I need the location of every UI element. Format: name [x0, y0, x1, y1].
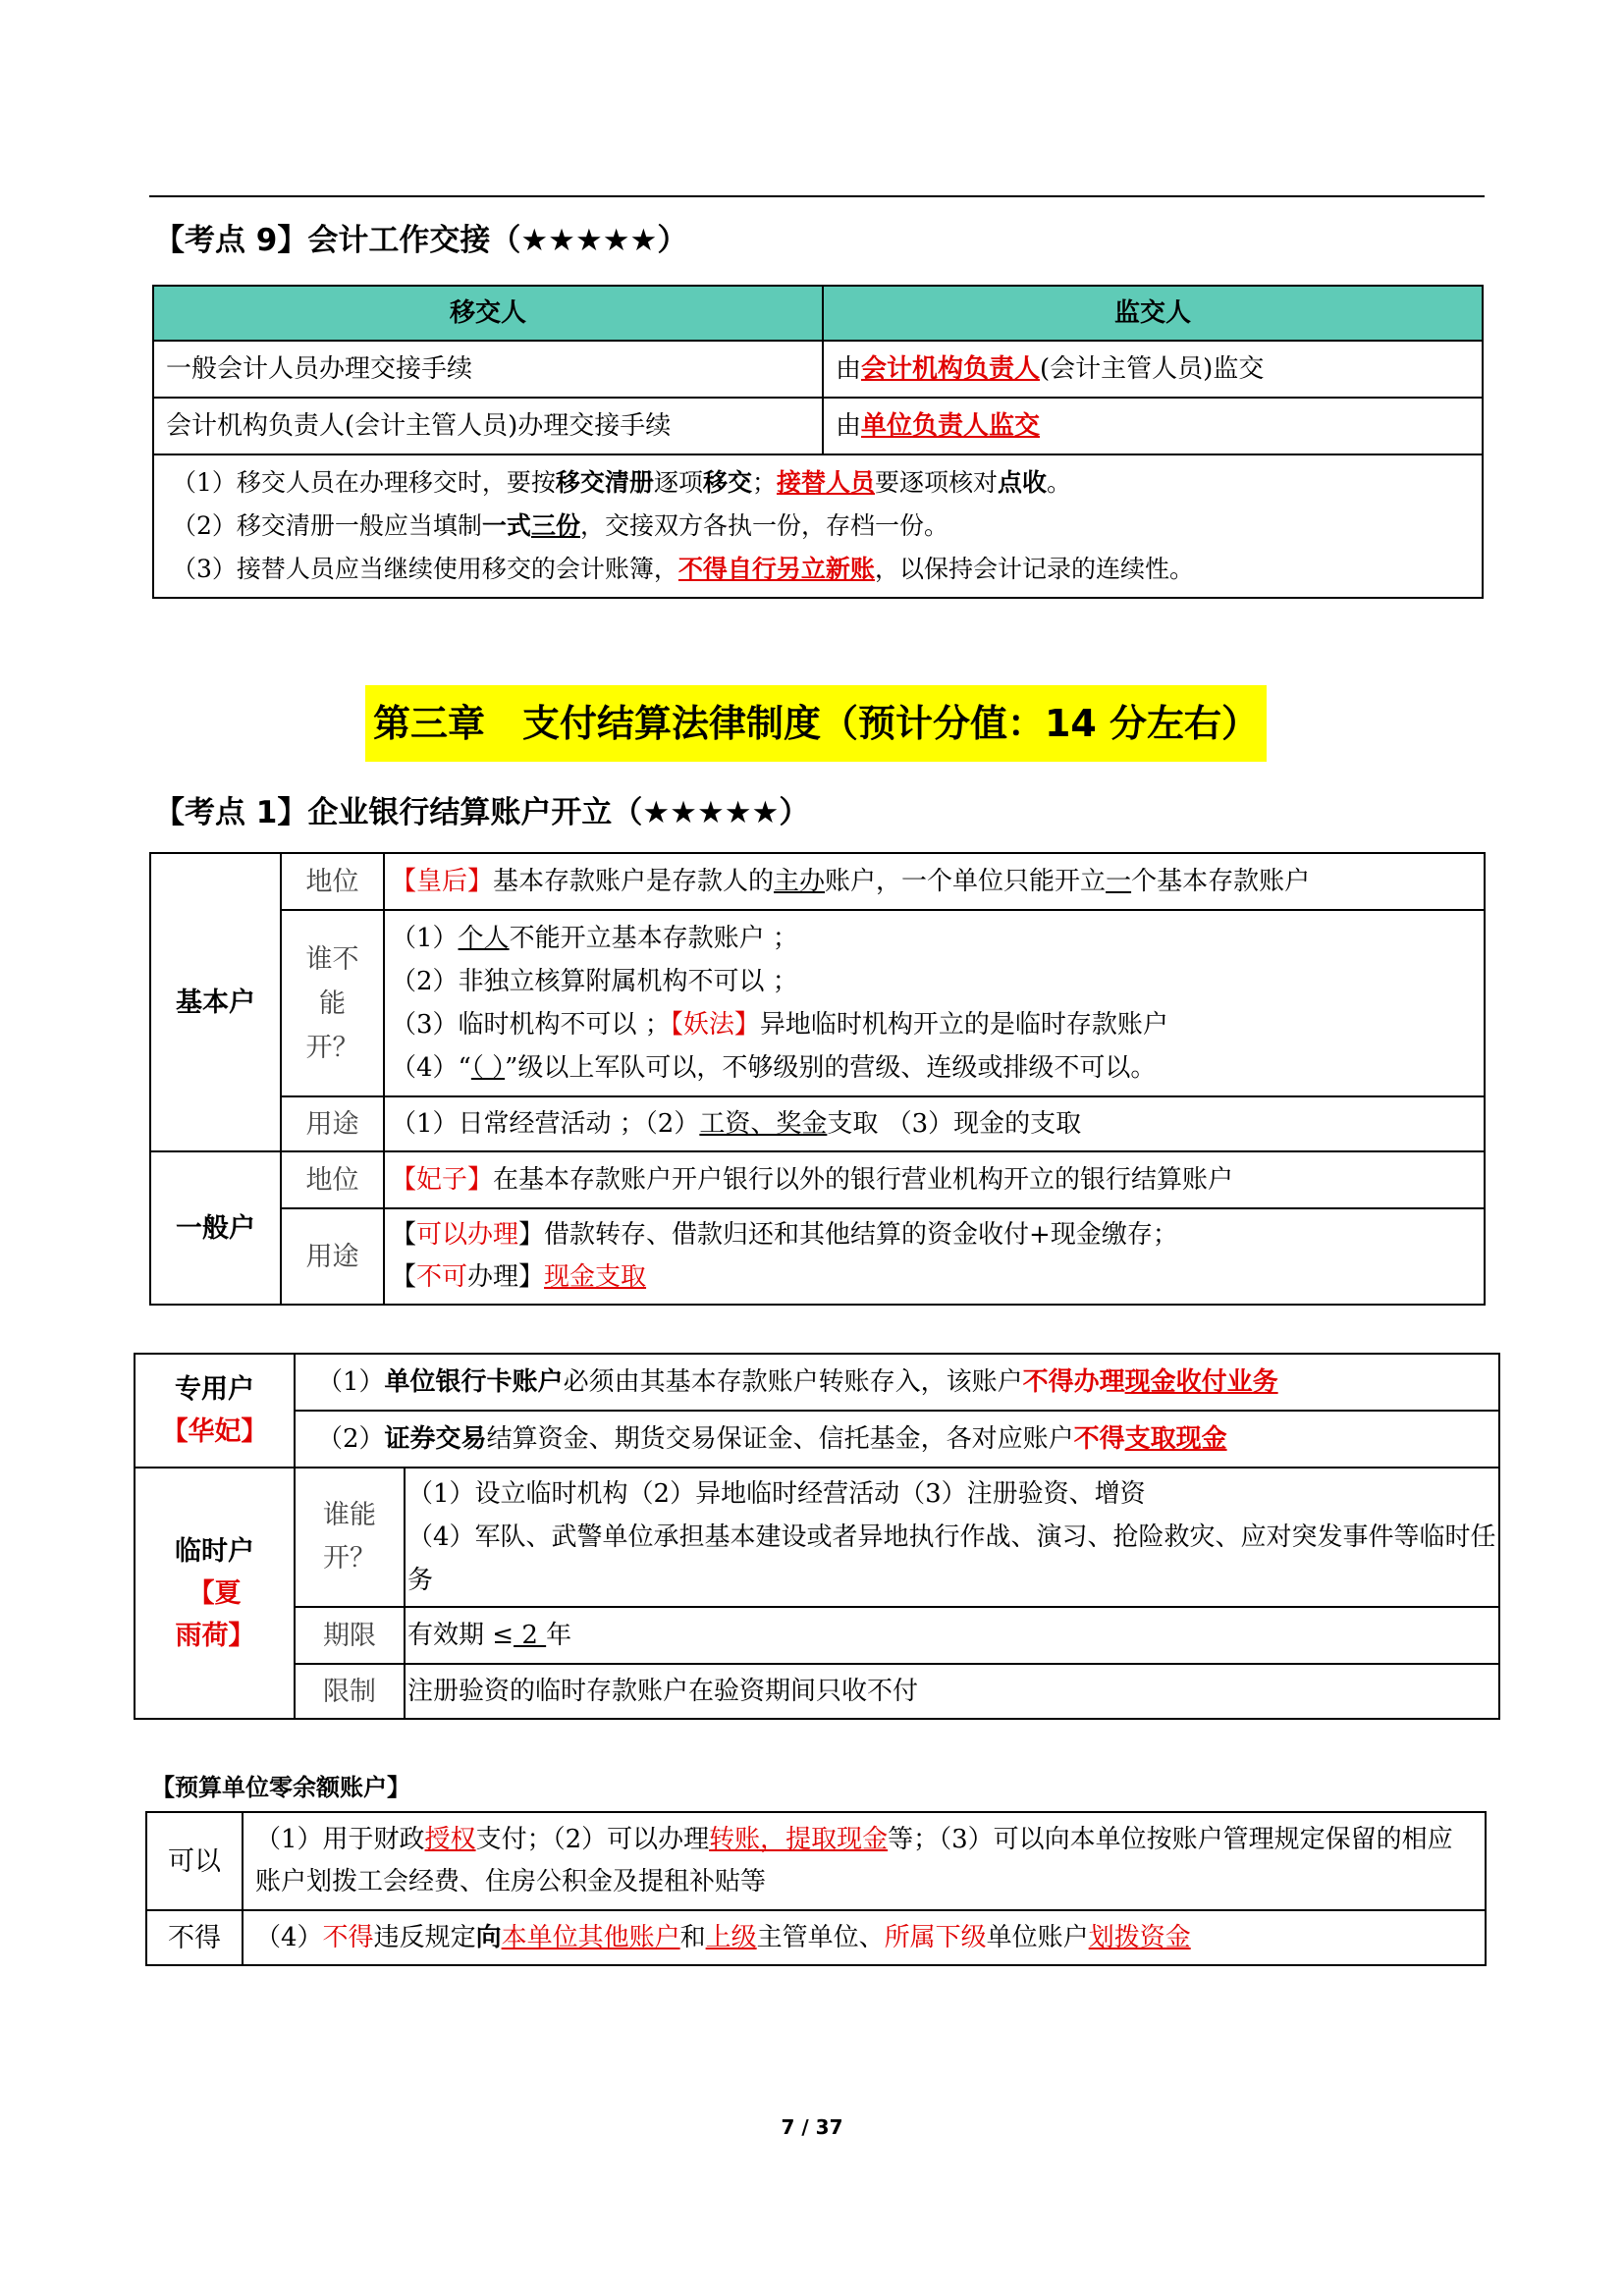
basic-who-cannot-text: （1）个人不能开立基本存款账户 ； （2）非独立核算附属机构不可以 ； （3）临时机构不可以 ；【妖法】异地临时机构开立的是临时存款账户 （4）“（ ）”级以上军队可以，不够级别的营级、连级或排级不可以。	[384, 910, 1485, 1096]
temp-limit-label: 限制	[295, 1664, 405, 1719]
general-status-text: 【妃子】在基本存款账户开户银行以外的银行营业机构开立的银行结算账户	[384, 1151, 1485, 1208]
budget-cannot-text: （4）不得违反规定向本单位其他账户和上级主管单位、所属下级单位账户划拨资金	[243, 1910, 1486, 1965]
budget-account-heading: 【预算单位零余额账户】	[151, 1774, 410, 1801]
general-status-label: 地位	[281, 1151, 384, 1208]
special-account-label: 专用户 【华妃】	[135, 1354, 295, 1468]
temp-term-text: 有效期 ≤ 2 年	[405, 1607, 1499, 1664]
row2-supervisor: 由单位负责人监交	[823, 398, 1483, 454]
temp-limit-text: 注册验资的临时存款账户在验资期间只收不付	[405, 1664, 1499, 1719]
basic-who-cannot-label: 谁不能开？	[281, 910, 384, 1096]
handover-notes	[153, 454, 1483, 598]
budget-can-text: （1）用于财政授权支付；（2）可以办理转账，提取现金等；（3）可以向本单位按账户管理规定保留的相应账户划拨工会经费、住房公积金及提租补贴等	[243, 1812, 1486, 1910]
temp-who-can-text: （1）设立临时机构（2）异地临时经营活动（3）注册验资、增资 （4）军队、武警单位承担基本建设或者异地执行作战、演习、抢险救灾、应对突发事件等临时任务	[405, 1468, 1499, 1607]
header-rule	[149, 195, 1485, 197]
general-account-label: 一般户	[150, 1151, 281, 1305]
basic-status-label: 地位	[281, 853, 384, 910]
general-use-text: 【可以办理】借款转存、借款归还和其他结算的资金收付+现金缴存； 【不可办理】现金支取	[384, 1208, 1485, 1305]
budget-cannot-label: 不得	[146, 1910, 243, 1965]
special-row-1: （1）单位银行卡账户必须由其基本存款账户转账存入，该账户不得办理现金收付业务	[295, 1354, 1499, 1411]
basic-status-text: 【皇后】基本存款账户是存款人的主办账户，一个单位只能开立一个基本存款账户	[384, 853, 1485, 910]
note-3: （3）接替人员应当继续使用移交的会计账簿，不得自行另立新账，以保持会计记录的连续性。	[172, 555, 1194, 583]
header-transferor: 移交人	[153, 286, 823, 341]
note-1: （1）移交人员在办理移交时，要按移交清册逐项移交；接替人员要逐项核对点收。	[172, 468, 1072, 497]
row1-supervisor: 由会计机构负责人(会计主管人员)监交	[823, 341, 1483, 398]
basic-use-text: （1）日常经营活动 ；（2）工资、奖金支取 （3）现金的支取	[384, 1096, 1485, 1151]
handover-table	[152, 285, 1484, 599]
row2-transferor: 会计机构负责人(会计主管人员)办理交接手续	[153, 398, 823, 454]
budget-table	[145, 1811, 1487, 1966]
header-supervisor: 监交人	[823, 286, 1483, 341]
budget-can-label: 可以	[146, 1812, 243, 1910]
basic-use-label: 用途	[281, 1096, 384, 1151]
special-row-2: （2）证券交易结算资金、期货交易保证金、信托基金，各对应账户不得支取现金	[295, 1411, 1499, 1468]
chapter-title: 第三章 支付结算法律制度（预计分值：14 分左右）	[365, 685, 1267, 762]
basic-general-table	[149, 852, 1486, 1306]
section-9-heading: 【考点 9】会计工作交接（★★★★★）	[154, 223, 688, 258]
special-temp-table	[134, 1353, 1500, 1720]
keypoint-1-heading: 【考点 1】企业银行结算账户开立（★★★★★）	[154, 795, 810, 830]
row1-transferor: 一般会计人员办理交接手续	[153, 341, 823, 398]
general-use-label: 用途	[281, 1208, 384, 1305]
temp-who-can-label: 谁能开？	[295, 1468, 405, 1607]
temp-term-label: 期限	[295, 1607, 405, 1664]
note-2: （2）移交清册一般应当填制一式三份，交接双方各执一份，存档一份。	[172, 511, 948, 540]
page-number: 7 / 37	[781, 2115, 843, 2139]
basic-account-label: 基本户	[150, 853, 281, 1151]
temp-account-label: 临时户 【夏雨荷】	[135, 1468, 295, 1719]
